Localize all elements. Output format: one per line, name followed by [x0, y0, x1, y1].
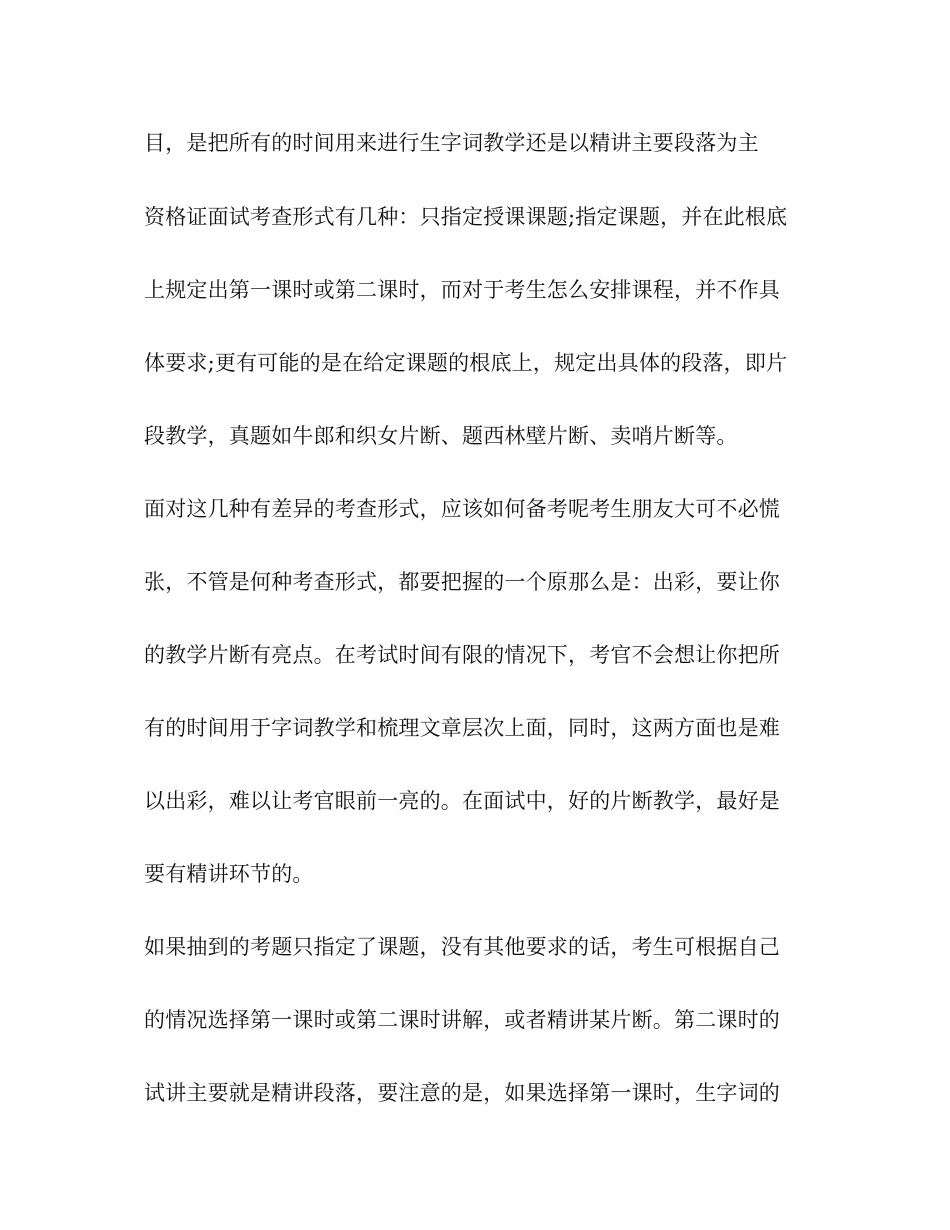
text-line: 面对这几种有差异的考查形式，应该如何备考呢考生朋友大可不必慌 — [144, 497, 780, 521]
text-line: 以出彩，难以让考官眼前一亮的。在面试中，好的片断教学，最好是 — [144, 789, 780, 813]
text-line: 的教学片断有亮点。在考试时间有限的情况下，考官不会想让你把所 — [144, 643, 780, 667]
text-line: 有的时间用于字词教学和梳理文章层次上面，同时，这两方面也是难 — [144, 716, 780, 740]
text-line: 试讲主要就是精讲段落，要注意的是，如果选择第一课时，生字词的 — [144, 1081, 780, 1105]
text-line: 要有精讲环节的。 — [144, 862, 314, 886]
text-line: 上规定出第一课时或第二课时，而对于考生怎么安排课程，并不作具 — [144, 278, 780, 302]
text-line: 资格证面试考查形式有几种：只指定授课课题;指定课题，并在此根底 — [144, 205, 788, 229]
text-line: 如果抽到的考题只指定了课题，没有其他要求的话，考生可根据自己 — [144, 935, 780, 959]
text-line: 体要求;更有可能的是在给定课题的根底上，规定出具体的段落，即片 — [144, 351, 788, 375]
text-line: 目，是把所有的时间用来进行生字词教学还是以精讲主要段落为主 — [144, 131, 759, 155]
text-line: 的情况选择第一课时或第二课时讲解，或者精讲某片断。第二课时的 — [144, 1008, 780, 1032]
text-line: 张，不管是何种考查形式，都要把握的一个原那么是：出彩，要让你 — [144, 570, 780, 594]
text-line: 段教学，真题如牛郎和织女片断、题西林壁片断、卖哨片断等。 — [144, 424, 738, 448]
